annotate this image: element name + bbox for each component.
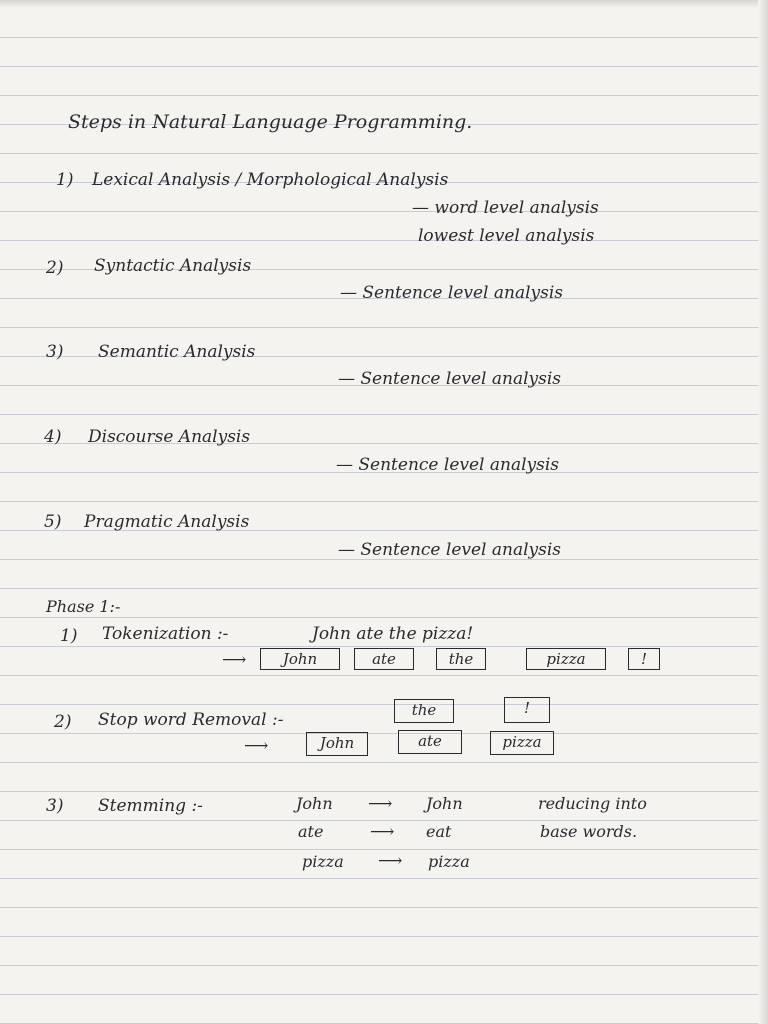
notebook-spine	[758, 0, 768, 1024]
step-1-number: 1)	[56, 170, 74, 190]
stemming-note-1: reducing into	[538, 794, 647, 813]
token-box: !	[628, 648, 660, 670]
stem-output: eat	[426, 822, 452, 841]
step-4-number: 4)	[44, 427, 62, 447]
stemming-number: 3)	[46, 796, 64, 816]
kept-word-box: John	[306, 732, 368, 756]
tokenization-arrow: ⟶	[222, 650, 247, 670]
stemming-label: Stemming :-	[98, 796, 203, 816]
kept-word-box: pizza	[490, 731, 554, 755]
step-4-name: Discourse Analysis	[88, 427, 251, 447]
stem-arrow: ⟶	[370, 822, 395, 842]
stem-arrow: ⟶	[368, 794, 393, 814]
step-1-note-1: — word level analysis	[412, 198, 599, 218]
step-5-name: Pragmatic Analysis	[84, 512, 250, 532]
tokenization-label: Tokenization :-	[102, 624, 229, 644]
removed-word-box: !	[504, 697, 550, 723]
tokenization-sentence: John ate the pizza!	[312, 624, 474, 644]
step-2-note: — Sentence level analysis	[340, 283, 564, 303]
page-top-edge	[0, 0, 768, 8]
stopword-arrow: ⟶	[244, 736, 269, 756]
step-3-number: 3)	[46, 342, 64, 362]
token-box: the	[436, 648, 486, 670]
step-2-name: Syntactic Analysis	[94, 256, 252, 276]
step-3-note: — Sentence level analysis	[338, 369, 562, 389]
stopword-number: 2)	[54, 712, 72, 732]
stem-output: pizza	[428, 852, 470, 871]
kept-word-box: ate	[398, 730, 462, 754]
stem-input: pizza	[302, 852, 344, 871]
step-5-number: 5)	[44, 512, 62, 532]
token-box: pizza	[526, 648, 606, 670]
step-3-name: Semantic Analysis	[98, 342, 256, 362]
stopword-label: Stop word Removal :-	[98, 710, 284, 730]
step-1-note-2: lowest level analysis	[418, 226, 595, 246]
step-5-note: — Sentence level analysis	[338, 540, 562, 560]
stem-input: John	[296, 794, 333, 813]
phase-heading: Phase 1:-	[46, 597, 121, 616]
stemming-note-2: base words.	[540, 822, 638, 841]
removed-word-box: the	[394, 699, 454, 723]
step-4-note: — Sentence level analysis	[336, 455, 560, 475]
tokenization-number: 1)	[60, 626, 78, 646]
stem-output: John	[426, 794, 463, 813]
page-title: Steps in Natural Language Programming.	[68, 111, 473, 133]
step-2-number: 2)	[46, 258, 64, 278]
token-box: John	[260, 648, 340, 670]
token-box: ate	[354, 648, 414, 670]
stem-input: ate	[298, 822, 324, 841]
step-1-name: Lexical Analysis / Morphological Analysis	[92, 170, 449, 190]
stem-arrow: ⟶	[378, 851, 403, 871]
